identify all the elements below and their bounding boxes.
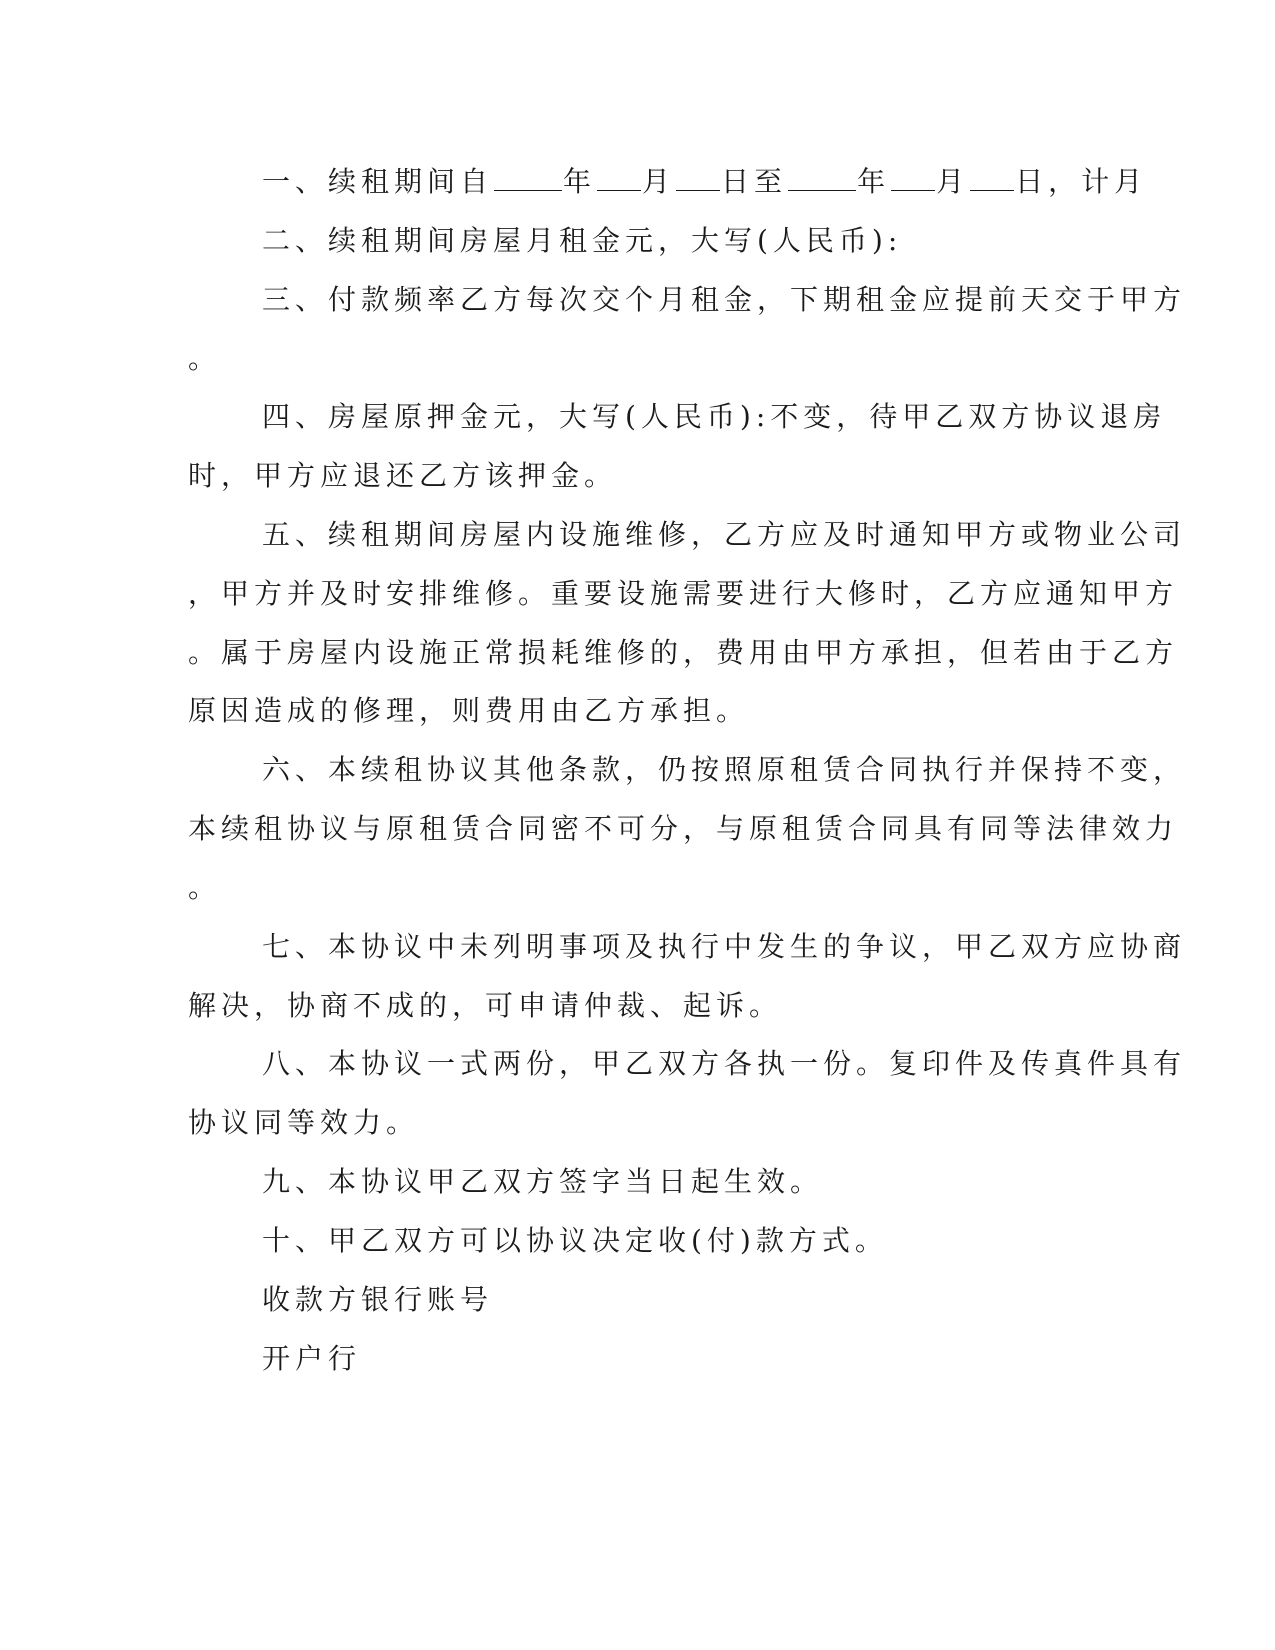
clause-6-line-3: 。 [188, 871, 222, 904]
clause-5-line-1: 五、续租期间房屋内设施维修，乙方应及时通知甲方或物业公司 [262, 518, 1187, 551]
clause-1-year-2: 年 [857, 165, 891, 198]
clause-1-month-2: 月 [936, 165, 970, 198]
payee-bank-account-label: 收款方银行账号 [262, 1283, 494, 1316]
clause-5-line-3: 。属于房屋内设施正常损耗维修的，费用由甲方承担，但若由于乙方 [188, 636, 1179, 669]
clause-7-line-2: 解决，协商不成的，可申请仲裁、起诉。 [188, 989, 783, 1022]
clause-8-line-2: 协议同等效力。 [188, 1106, 420, 1139]
blank-line [676, 164, 720, 191]
clause-7-line-1: 七、本协议中未列明事项及执行中发生的争议，甲乙双方应协商 [262, 930, 1187, 963]
clause-10: 十、甲乙双方可以协议决定收(付)款方式。 [262, 1224, 888, 1257]
clause-1-text: 一、续租期间自 [262, 165, 494, 198]
clause-5-line-2: ，甲方并及时安排维修。重要设施需要进行大修时，乙方应通知甲方 [188, 577, 1179, 610]
clause-8-line-1: 八、本协议一式两份，甲乙双方各执一份。复印件及传真件具有 [262, 1047, 1187, 1080]
clause-1-year: 年 [563, 165, 597, 198]
blank-line [788, 164, 856, 191]
clause-1-month: 月 [642, 165, 676, 198]
clause-1 [262, 164, 1147, 200]
blank-line [597, 164, 641, 191]
clause-6-line-2: 本续租协议与原租赁合同密不可分，与原租赁合同具有同等法律效力 [188, 812, 1179, 845]
clause-1-day-to: 日至 [721, 165, 788, 198]
blank-line [494, 164, 562, 191]
opening-bank-label: 开户行 [262, 1342, 362, 1375]
clause-1-end: 日，计月 [1015, 165, 1148, 198]
clause-6-line-1: 六、本续租协议其他条款，仍按照原租赁合同执行并保持不变， [262, 753, 1187, 786]
clause-3-line-1: 三、付款频率乙方每次交个月租金，下期租金应提前天交于甲方 [262, 283, 1187, 316]
clause-4-line-1: 四、房屋原押金元，大写(人民币):不变，待甲乙双方协议退房 [262, 400, 1167, 433]
blank-line [970, 164, 1014, 191]
clause-9: 九、本协议甲乙双方签字当日起生效。 [262, 1165, 824, 1198]
blank-line [891, 164, 935, 191]
clause-4-line-2: 时，甲方应退还乙方该押金。 [188, 459, 618, 492]
clause-3-line-2: 。 [188, 342, 222, 375]
clause-2: 二、续租期间房屋月租金元，大写(人民币): [262, 224, 903, 257]
clause-5-line-4: 原因造成的修理，则费用由乙方承担。 [188, 694, 750, 727]
